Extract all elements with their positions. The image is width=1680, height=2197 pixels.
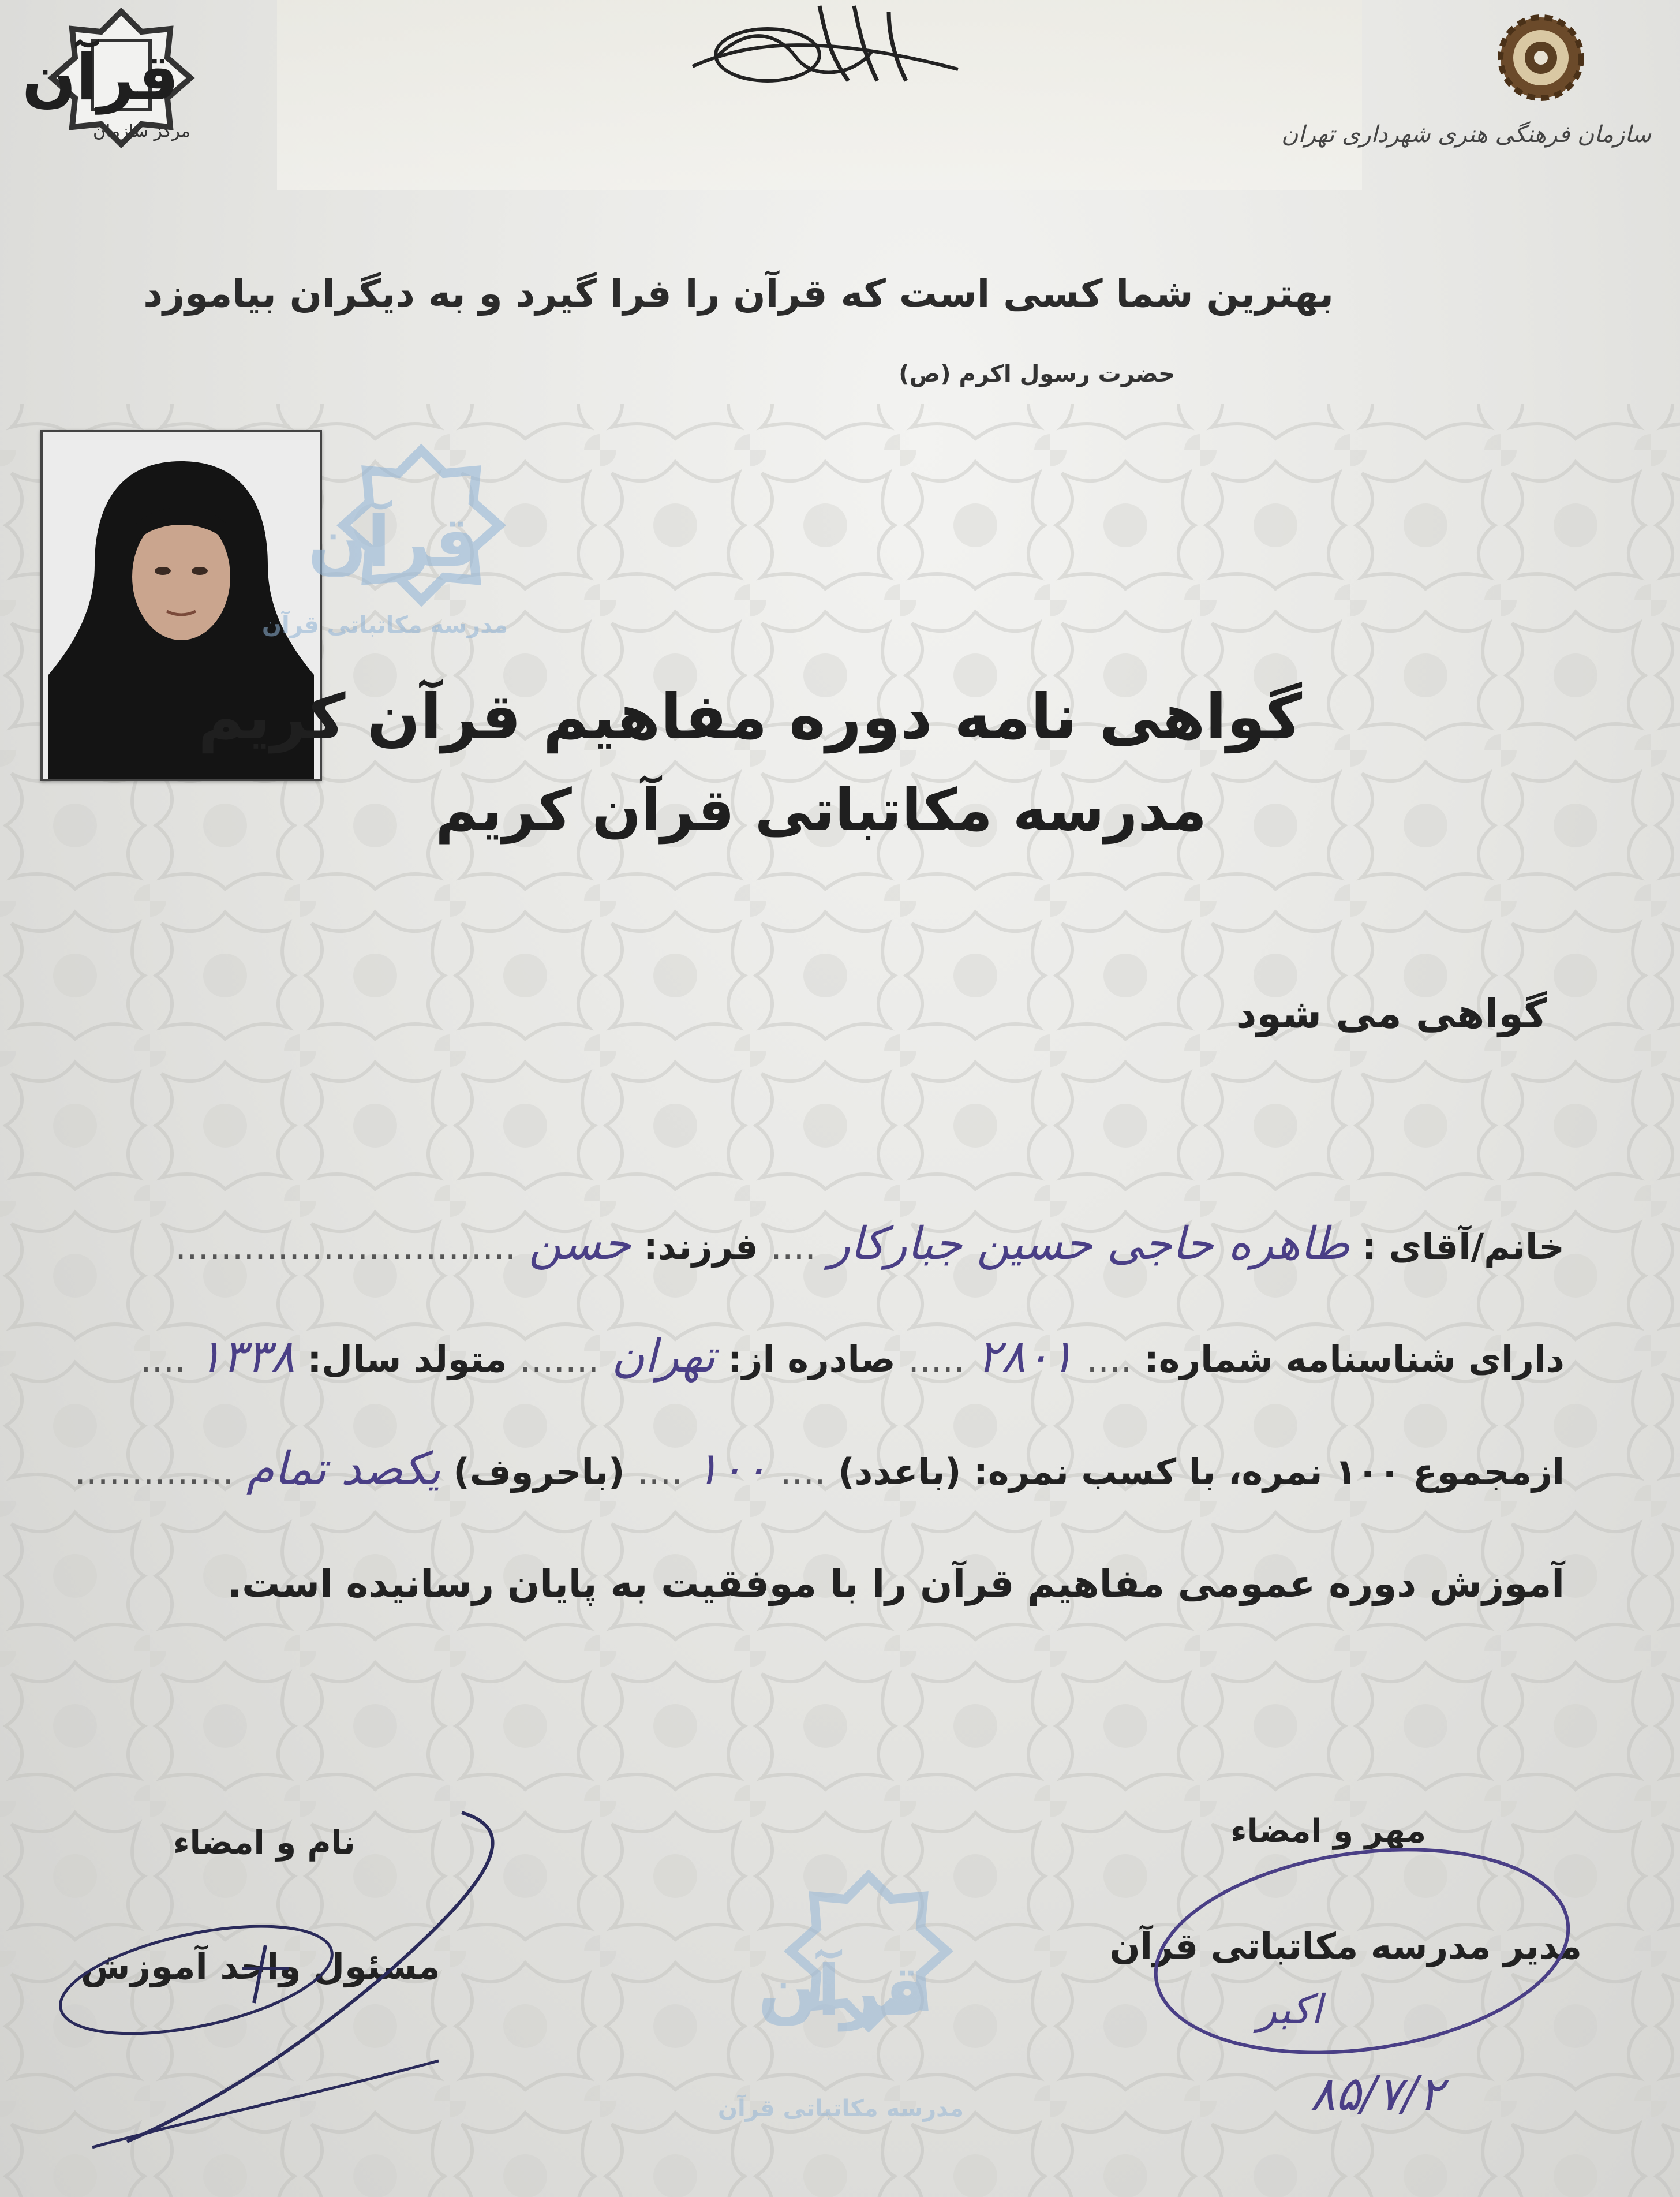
- child-of-label: فرزند:: [643, 1225, 758, 1268]
- name-line: [175, 1218, 1565, 1270]
- watermark-logo-lower: [717, 1865, 993, 2142]
- organization-name: سازمان فرهنگی هنری شهرداری تهران: [1281, 121, 1651, 148]
- dots: ..............: [74, 1451, 234, 1493]
- certificate-subtitle: مدرسه مکاتباتی قرآن کریم: [435, 776, 1207, 844]
- name-label: خانم/آقای :: [1362, 1225, 1565, 1268]
- watermark-logo-subtext: مدرسه مکاتباتی قرآن: [261, 612, 508, 638]
- logo-text: قرآن: [21, 40, 179, 114]
- name-sign-label: نام و امضاء: [173, 1824, 356, 1862]
- director-signature: اکبر: [1257, 1986, 1322, 2033]
- signed-date: ۸۵/۷/۲: [1310, 2067, 1444, 2121]
- logo-subtext: مرکز سازمان: [93, 121, 190, 141]
- watermark-logo-text: قرآن: [758, 1951, 929, 2031]
- dots: ....: [770, 1225, 817, 1268]
- watermark-logo-text: قرآن: [308, 502, 479, 582]
- issued-label: صادره از:: [728, 1338, 896, 1380]
- score-words-label: (باحروف): [453, 1451, 625, 1493]
- score-words-handwritten: یکصد تمام: [246, 1443, 441, 1495]
- score-number-handwritten: ۱۰۰: [695, 1443, 768, 1495]
- dots: .......: [519, 1338, 600, 1380]
- born-handwritten: ۱۳۳۸: [198, 1331, 295, 1383]
- dots: .....: [908, 1338, 965, 1380]
- score-prefix: ازمجموع ۱۰۰ نمره، با کسب نمره: (باعدد): [838, 1451, 1565, 1493]
- id-label: دارای شناسنامه شماره:: [1144, 1338, 1565, 1380]
- certificate-title: گواهی نامه دوره مفاهیم قرآن کریم: [198, 681, 1302, 753]
- born-label: متولد سال:: [307, 1338, 507, 1380]
- id-line: [140, 1331, 1565, 1383]
- watermark-logo-subtext: مدرسه مکاتباتی قرآن: [717, 2095, 964, 2122]
- header-band: [277, 0, 1362, 190]
- name-handwritten: طاهره حاجی حسین جبارکار: [828, 1218, 1350, 1270]
- father-handwritten: حسن: [529, 1218, 631, 1270]
- watermark-logo-upper: [261, 439, 531, 681]
- certifies-heading: گواهی می شود: [1236, 990, 1547, 1037]
- dots: ....: [1086, 1338, 1132, 1380]
- dots: ....: [780, 1451, 826, 1493]
- director-title: مدیر مدرسه مکاتباتی قرآن: [1109, 1925, 1582, 1967]
- quran-logo-top-left: [6, 6, 202, 150]
- motto-source: حضرت رسول اکرم (ص): [899, 361, 1175, 387]
- dots: ....: [637, 1451, 683, 1493]
- seal-label: مهر و امضاء: [1230, 1813, 1426, 1850]
- completion-text: آموزش دوره عمومی مفاهیم قرآن را با موفقیت به پایان رسانیده است.: [227, 1561, 1565, 1606]
- dots: ..............................: [175, 1225, 517, 1268]
- motto-text: بهترین شما کسی است که قرآن را فرا گیرد و به دیگران بیاموزد: [143, 271, 1334, 316]
- issued-handwritten: تهران: [611, 1331, 716, 1383]
- dots: ....: [140, 1338, 186, 1380]
- id-handwritten: ۲۸۰۱: [977, 1331, 1074, 1383]
- education-official-title: مسئول واحد آموزش: [81, 1945, 440, 1987]
- score-line: [74, 1443, 1565, 1495]
